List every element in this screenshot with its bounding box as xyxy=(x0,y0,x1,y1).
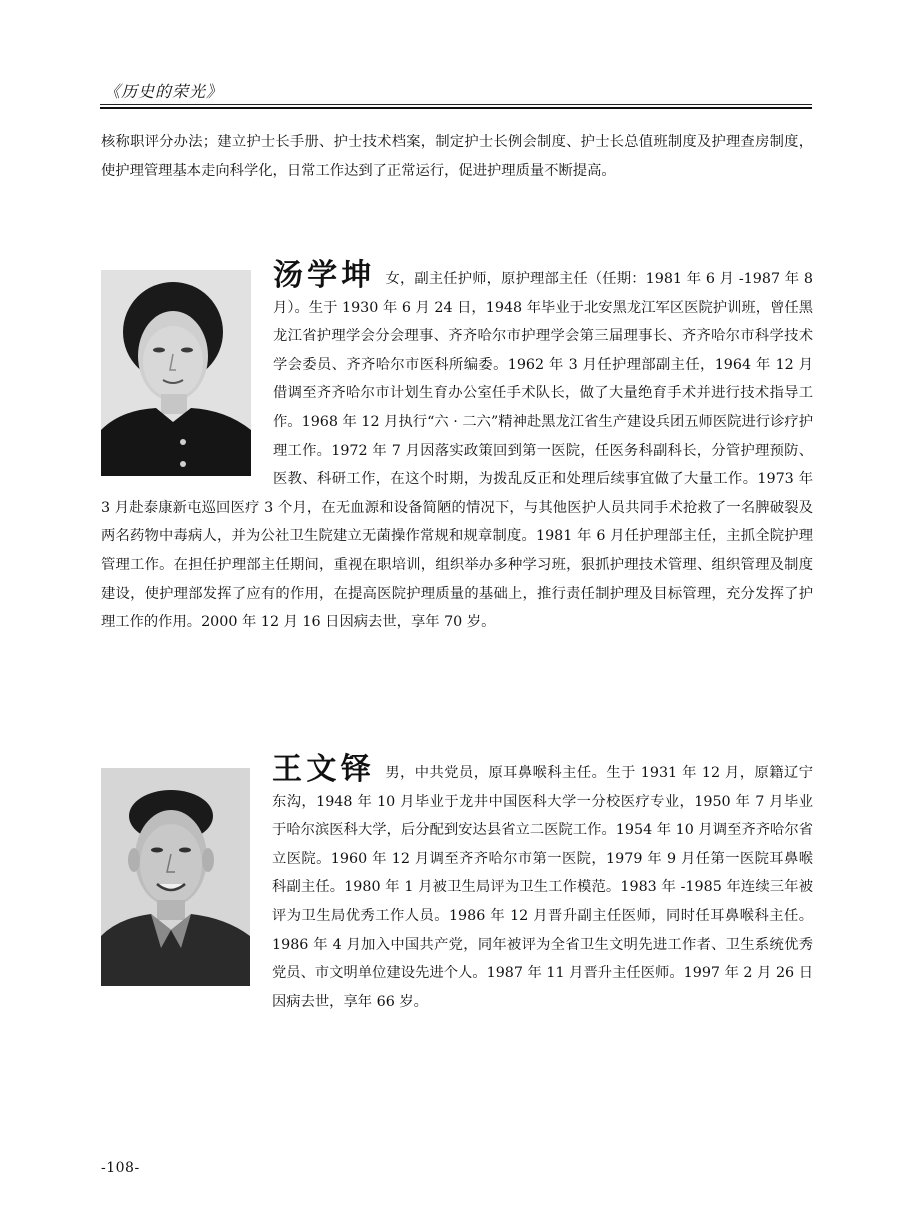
page-number: -108- xyxy=(101,1160,140,1176)
header-rule-thick xyxy=(100,107,812,109)
running-header-title: 《历史的荣光》 xyxy=(104,82,224,101)
biography-entry xyxy=(101,258,814,637)
biography-body: 男，中共党员，原耳鼻喉科主任。生于 1931 年 12 月，原籍辽宁东沟，1948 年 10 月毕业于龙井中国医科大学一分校医疗专业，1950 年 7 月毕业于哈尔滨医科大学，后分配到安达县省立二医院工作。1954 年 10 月调至齐齐哈尔省立医院。1960 年 12 月调至齐齐哈尔市第一医院，1979 年 9 月任第一医院耳鼻喉科副主任。1980 年 1 月被卫生局评为卫生工作模范。1983 年 -1985 年连续三年被评为卫生局优秀工作人员。1986 年 12 月晋升副主任医师，同时任耳鼻喉科主任。1986 年 4 月加入中国共产党，同年被评为全省卫生文明先进工作者、卫生系统优秀党员、市文明单位建设先进个人。1987 年 11 月晋升主任医师。1997 年 2 月 26 日因病去世，享年 66 岁。 xyxy=(272,765,813,1010)
portrait-photo xyxy=(101,768,250,986)
portrait-photo xyxy=(101,270,251,476)
biography-entry xyxy=(101,752,813,1016)
intro-paragraph: 核称职评分办法；建立护士长手册、护士技术档案，制定护士长例会制度、护士长总值班制度及护理查房制度，使护理管理基本走向科学化，日常工作达到了正常运行，促进护理质量不断提高。 xyxy=(101,134,813,179)
portrait-man-image xyxy=(101,768,250,986)
biography-body: 女，副主任护师，原护理部主任（任期：1981 年 6 月 -1987 年 8 月）。生于 1930 年 6 月 24 日，1948 年毕业于北安黑龙江军区医院护训班，曾任黑龙江省护理学会分会理事、齐齐哈尔市护理学会第三届理事长、齐齐哈尔市科学技术学会委员、齐齐哈尔市医科所编委。1962 年 3 月任护理部副主任，1964 年 12 月借调至齐齐哈尔市计划生育办公室任手术队长，做了大量绝育手术并进行技术指导工作。1968 年 12 月执行“六 · 二六”精神赴黑龙江省生产建设兵团五师医院进行诊疗护理工作。1972 年 7 月因落实政策回到第一医院，任医务科副科长，分管护理预防、医教、科研工作，在这个时期，为拨乱反正和处理后续事宜做了大量工作。1973 年 3 月赴泰康新屯巡回医疗 3 个月，在无血源和设备简陋的情况下，与其他医护人员共同手术抢救了一名脾破裂及两名药物中毒病人，并为公社卫生院建立无菌操作常规和规章制度。1981 年 6 月任护理部主任，主抓全院护理管理工作。在担任护理部主任期间，重视在职培训，组织举办多种学习班，狠抓护理技术管理、组织管理及制度建设，使护理部发挥了应有的作用，在提高医院护理质量的基础上，推行责任制护理及目标管理，充分发挥了护理工作的作用。2000 年 12 月 16 日因病去世，享年 70 岁。 xyxy=(101,271,814,631)
header-rule xyxy=(100,104,812,105)
portrait-woman-image xyxy=(101,270,251,476)
person-name: 汤学坤 xyxy=(273,258,376,293)
person-name: 王文铎 xyxy=(272,752,376,787)
